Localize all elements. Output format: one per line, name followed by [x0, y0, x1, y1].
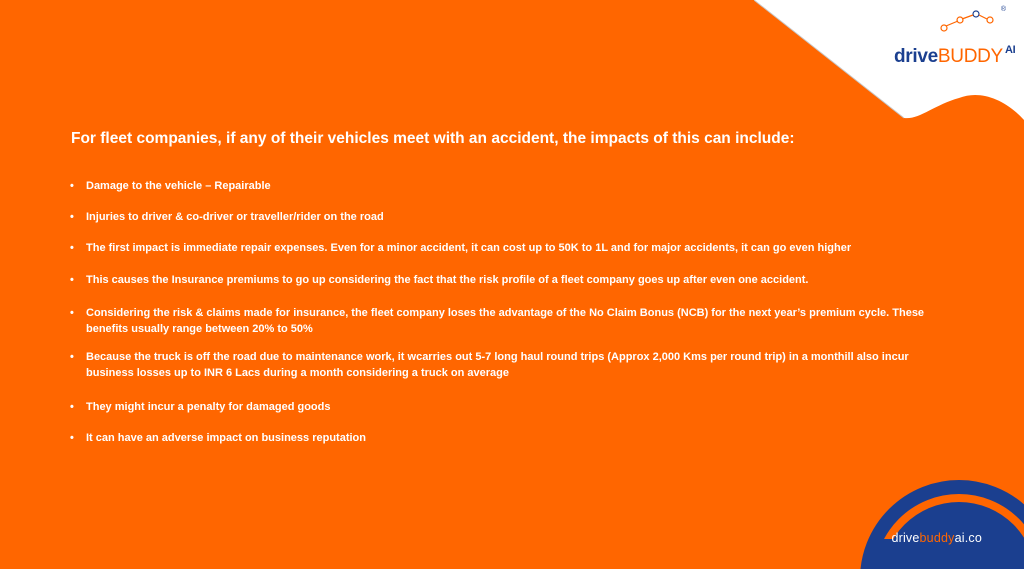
brand-logo: [894, 6, 1016, 68]
list-item: [70, 305, 930, 337]
list-item-text: Considering the risk & claims made for insurance, the fleet company loses the advantage of the No Claim Bonus (NCB) for the next year’s premium cycle. These benefits usually range between 20% to 50%: [86, 307, 925, 335]
list-item: [70, 399, 930, 415]
footer-url-right: ai.co: [954, 531, 982, 545]
footer-ring-decoration: [844, 469, 1024, 569]
list-item-text: Damage to the vehicle – Repairable: [86, 180, 271, 192]
list-item: [70, 430, 930, 446]
list-item: [70, 240, 930, 256]
bullet-icon: •: [70, 274, 74, 286]
bullet-icon: •: [70, 307, 74, 319]
logo-buddy: BUDDY: [937, 46, 1003, 67]
footer-url-mid: buddy: [919, 531, 955, 545]
bullet-icon: •: [70, 351, 74, 363]
bullet-icon: •: [70, 242, 74, 254]
list-item-text: The first impact is immediate repair expenses. Even for a minor accident, it can cost up to 50K to 1L and for major accidents, it can go even higher: [86, 242, 852, 254]
logo-drive: drive: [894, 46, 938, 67]
list-item: [70, 178, 930, 194]
logo-wordmark: [894, 46, 1015, 68]
bullet-icon: •: [70, 211, 74, 223]
list-item: [70, 209, 930, 225]
logo-network-icon: [940, 10, 996, 34]
list-item: [70, 272, 930, 288]
list-item-text: Because the truck is off the road due to maintenance work, it wcarries out 5-7 long haul round trips (Approx 2,000 Kms per round trip) in a monthill also incur business losses up to INR 6 Lacs during a month considering a truck on average: [86, 351, 909, 379]
list-item-text: It can have an adverse impact on business reputation: [86, 432, 366, 444]
page-title: For fleet companies, if any of their vehicles meet with an accident, the impacts of this can include:: [71, 130, 795, 147]
bullet-icon: •: [70, 432, 74, 444]
bullet-icon: •: [70, 401, 74, 413]
registered-mark: ®: [1000, 6, 1006, 13]
logo-ai: AI: [1004, 44, 1016, 56]
bullet-icon: •: [70, 180, 74, 192]
list-item-text: Injuries to driver & co-driver or traveller/rider on the road: [86, 211, 384, 223]
footer-website: [891, 531, 982, 545]
list-item-text: They might incur a penalty for damaged goods: [86, 401, 331, 413]
list-item-text: This causes the Insurance premiums to go up considering the fact that the risk profile of a fleet company goes up after even one accident.: [86, 274, 809, 286]
footer-url-left: drive: [891, 531, 920, 545]
list-item: [70, 349, 930, 381]
